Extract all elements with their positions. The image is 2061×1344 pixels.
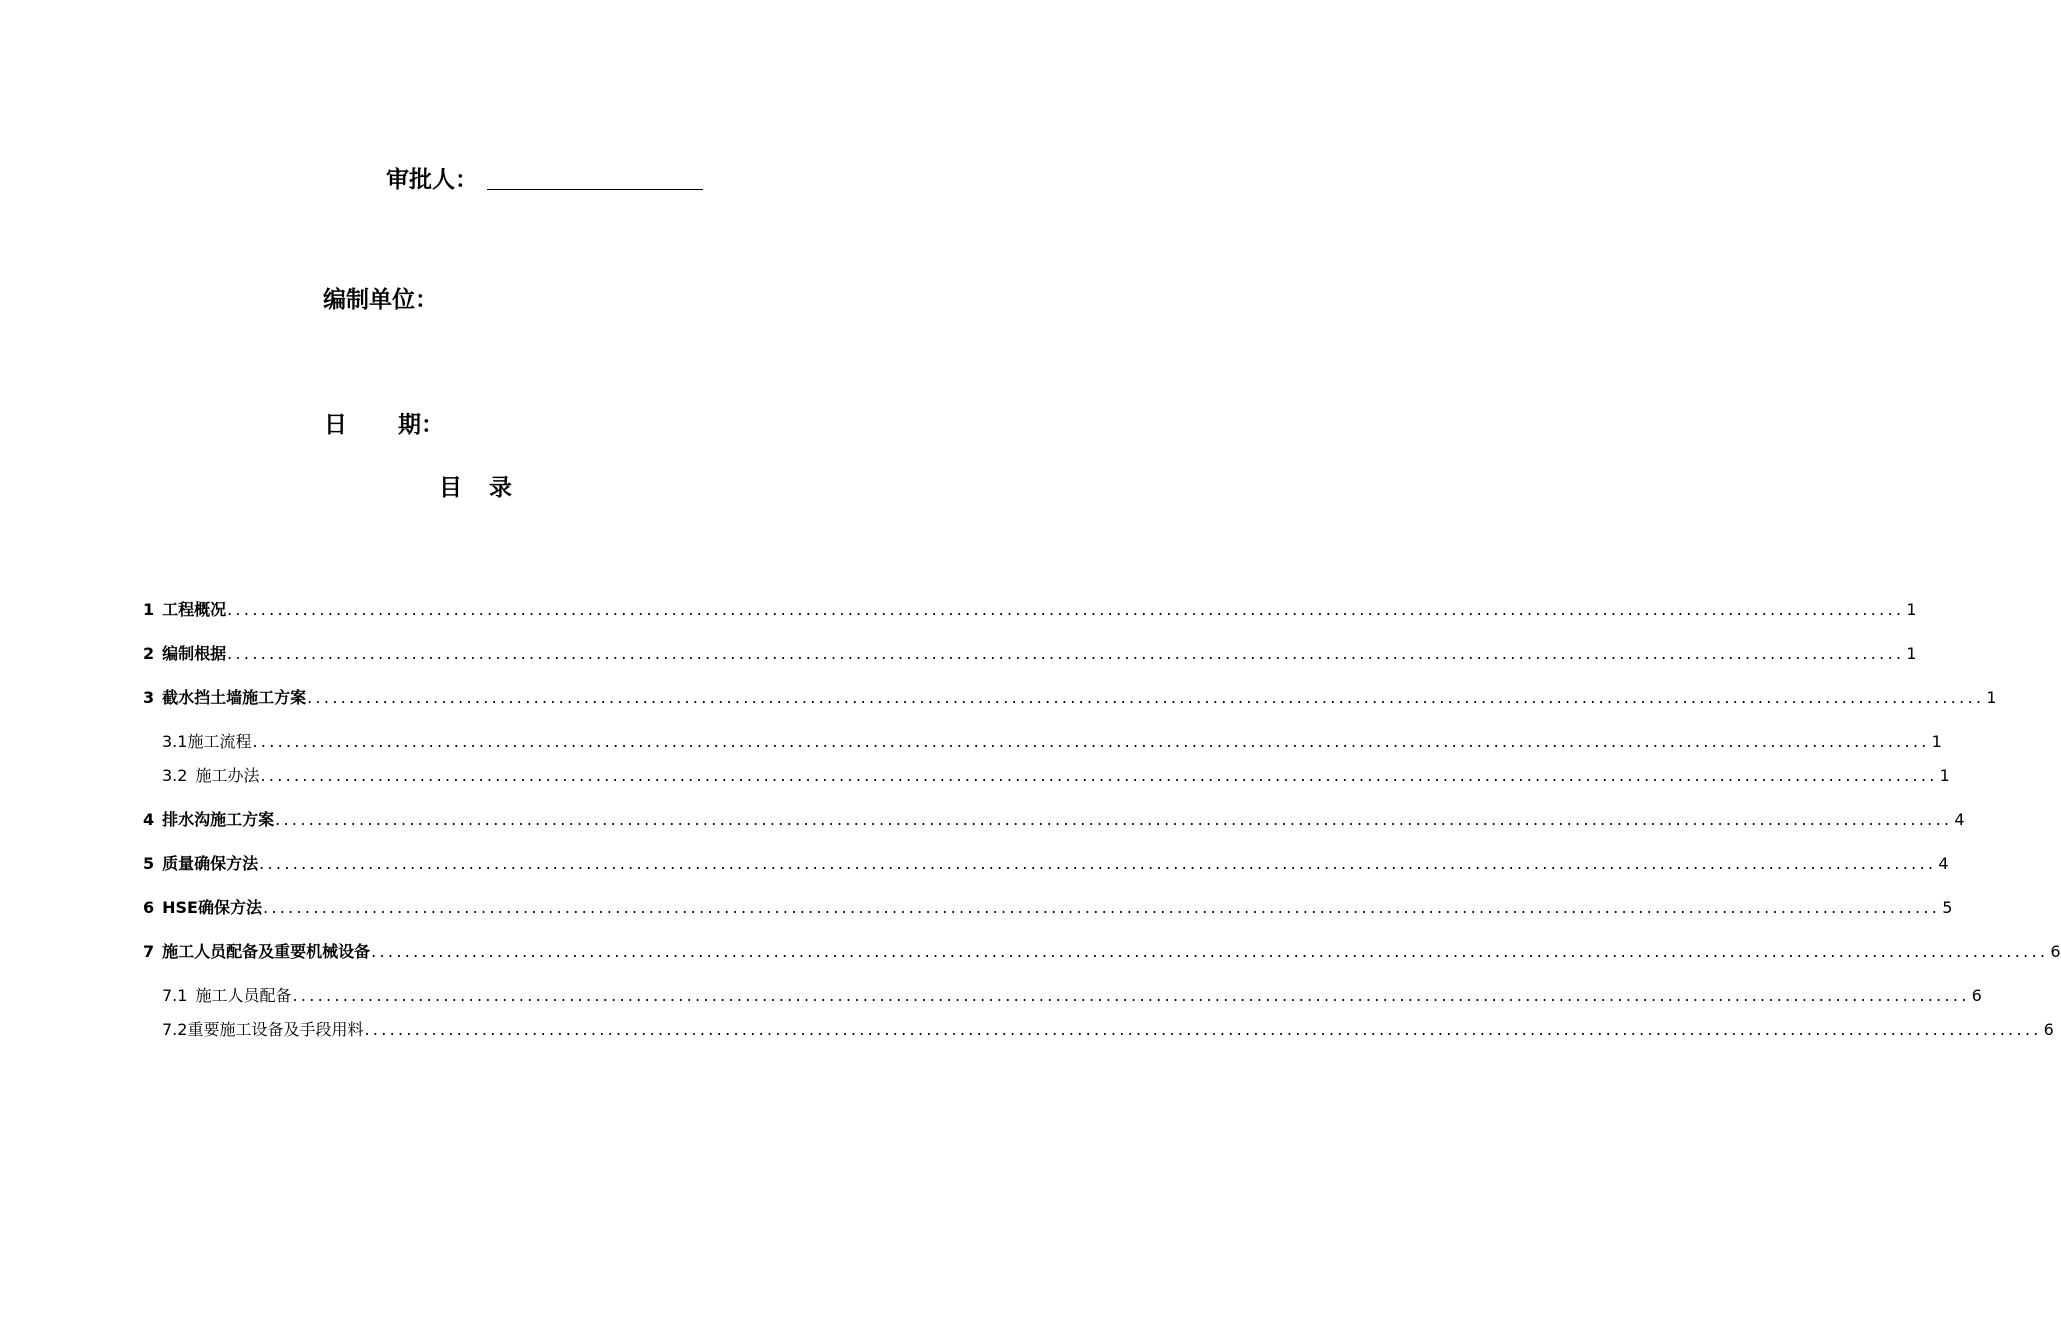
date-label-char1: 日 bbox=[324, 412, 347, 438]
toc-page-number: 4 bbox=[1938, 854, 1949, 873]
toc-entry-2[interactable] bbox=[143, 644, 1917, 663]
toc-page-number: 1 bbox=[1906, 600, 1917, 619]
toc-entry-number: 3.2 bbox=[162, 766, 188, 785]
toc-entry-number: 7.2 bbox=[162, 1020, 188, 1039]
toc-entry-text: HSE确保方法 bbox=[162, 898, 262, 917]
toc-entry-text: 施工流程 bbox=[187, 732, 252, 751]
toc-entry-number: 2 bbox=[143, 644, 155, 663]
date-label-char2: 期： bbox=[398, 412, 444, 438]
toc-page-number: 1 bbox=[1939, 766, 1950, 785]
toc-entry-text: 截水挡土墙施工方案 bbox=[162, 688, 307, 707]
toc-page-number: 6 bbox=[2050, 942, 2061, 961]
toc-entry-3-1[interactable] bbox=[162, 732, 1942, 751]
toc-dot-leader: ........................................................................................................................................................................................................ bbox=[364, 1020, 2042, 1039]
toc-page-number: 4 bbox=[1954, 810, 1965, 829]
toc-entry-7-1[interactable] bbox=[162, 986, 1982, 1005]
approver-signature-line bbox=[487, 189, 703, 190]
toc-entry-7-2[interactable] bbox=[162, 1020, 2054, 1039]
approver-label: 审批人： bbox=[386, 167, 478, 193]
compiling-unit-label: 编制单位： bbox=[323, 287, 438, 313]
toc-page-number: 6 bbox=[2043, 1020, 2054, 1039]
toc-page-number: 1 bbox=[1986, 688, 1997, 707]
toc-dot-leader: ........................................................................................................................................................................................................ bbox=[260, 766, 1938, 785]
toc-entry-number: 7 bbox=[143, 942, 155, 961]
toc-entry-number: 7.1 bbox=[162, 986, 188, 1005]
toc-entry-5[interactable] bbox=[143, 854, 1949, 873]
toc-dot-leader: ........................................................................................................................................................................................................ bbox=[252, 732, 1930, 751]
toc-page-number: 1 bbox=[1906, 644, 1917, 663]
toc-entry-text: 质量确保方法 bbox=[162, 854, 259, 873]
toc-page-number: 5 bbox=[1942, 898, 1953, 917]
toc-entry-number: 5 bbox=[143, 854, 155, 873]
toc-entry-text: 排水沟施工方案 bbox=[162, 810, 275, 829]
toc-entry-3-2[interactable] bbox=[162, 766, 1950, 785]
toc-entry-7[interactable] bbox=[143, 942, 2061, 961]
toc-entry-text: 施工人员配备及重要机械设备 bbox=[162, 942, 371, 961]
toc-entry-number: 1 bbox=[143, 600, 155, 619]
toc-entry-4[interactable] bbox=[143, 810, 1965, 829]
toc-entry-6[interactable] bbox=[143, 898, 1953, 917]
toc-dot-leader: ........................................................................................................................................................................................................ bbox=[292, 986, 1970, 1005]
toc-dot-leader: ........................................................................................................................................................................................................ bbox=[371, 942, 2049, 961]
toc-entry-text: 施工人员配备 bbox=[195, 986, 292, 1005]
toc-entry-text: 工程概况 bbox=[162, 600, 227, 619]
toc-entry-text: 施工办法 bbox=[195, 766, 260, 785]
toc-dot-leader: ........................................................................................................................................................................................................ bbox=[227, 600, 1905, 619]
toc-title-char1: 目 bbox=[439, 475, 462, 501]
toc-entry-text: 编制根据 bbox=[162, 644, 227, 663]
toc-entry-number: 4 bbox=[143, 810, 155, 829]
toc-entry-3[interactable] bbox=[143, 688, 1997, 707]
toc-entry-number: 3 bbox=[143, 688, 155, 707]
toc-entry-text: 重要施工设备及手段用料 bbox=[187, 1020, 364, 1039]
toc-dot-leader: ........................................................................................................................................................................................................ bbox=[227, 644, 1905, 663]
toc-page-number: 1 bbox=[1931, 732, 1942, 751]
toc-entry-1[interactable] bbox=[143, 600, 1917, 619]
toc-dot-leader: ........................................................................................................................................................................................................ bbox=[307, 688, 1985, 707]
toc-dot-leader: ........................................................................................................................................................................................................ bbox=[263, 898, 1941, 917]
toc-entry-number: 3.1 bbox=[162, 732, 188, 751]
toc-entry-number: 6 bbox=[143, 898, 155, 917]
toc-dot-leader: ........................................................................................................................................................................................................ bbox=[259, 854, 1937, 873]
toc-page-number: 6 bbox=[1971, 986, 1982, 1005]
toc-title-char2: 录 bbox=[489, 475, 512, 501]
toc-dot-leader: ........................................................................................................................................................................................................ bbox=[275, 810, 1953, 829]
